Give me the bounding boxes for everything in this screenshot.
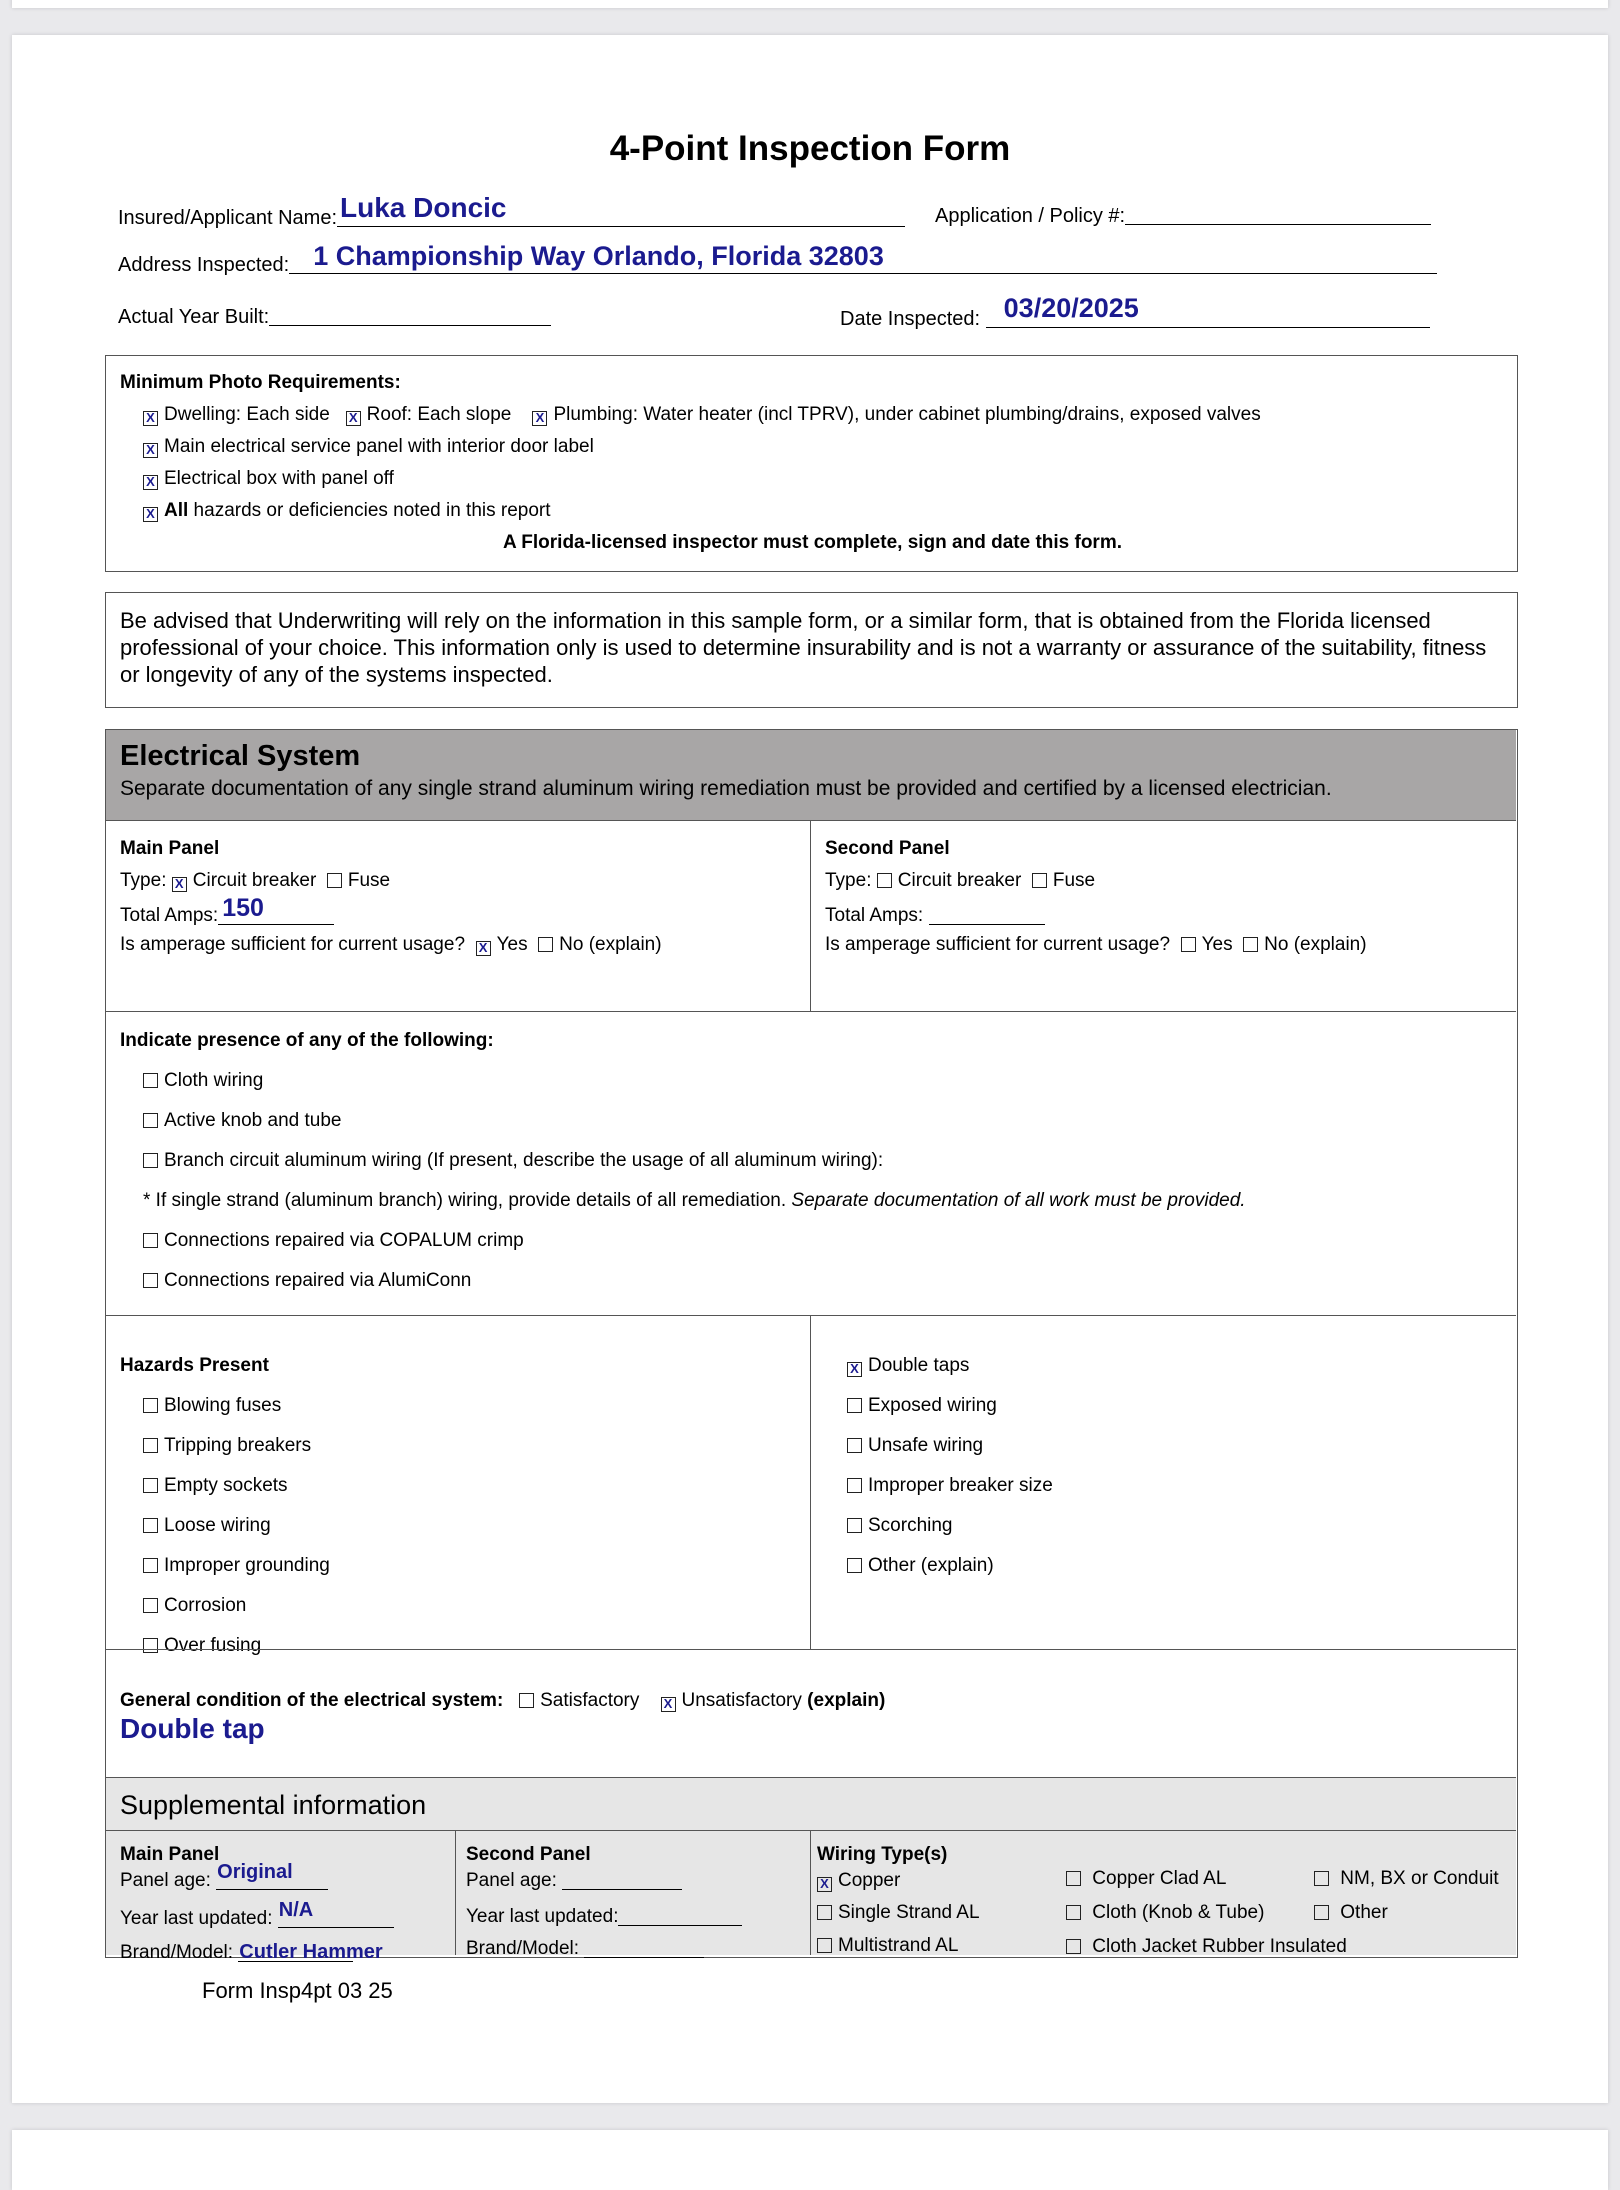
alumiconn-label: Connections repaired via AlumiConn [164,1270,472,1291]
hazard-other-row [847,1555,994,1577]
date-inspected-field[interactable] [840,293,1430,331]
hazard-loose-wiring-row [143,1515,271,1537]
divider-presence [106,1011,1516,1012]
insured-name-label: Insured/Applicant Name: [118,207,338,229]
main-fuse-label: Fuse [347,870,391,891]
hazard-improper-breaker-checkbox[interactable] [847,1478,862,1493]
wiring-other-row [1314,1902,1388,1924]
supp-main-updated-row [120,1899,394,1930]
wiring-multistrand-label: Multistrand AL [838,1935,959,1956]
supp-main-brand-row [120,1941,383,1964]
wiring-nm-bx-row [1314,1868,1499,1890]
general-condition-label: General condition of the electrical system: [120,1690,504,1711]
supp-main-updated-line[interactable] [278,1899,394,1928]
supp-second-updated-label: Year last updated: [466,1906,619,1927]
main-sufficient-yes-checkbox[interactable]: X [476,941,491,956]
hazard-unsafe-wiring-checkbox[interactable] [847,1438,862,1453]
supp-main-brand-value: Cutler Hammer [239,1941,383,1963]
supplemental-col-divider-1 [455,1831,456,1955]
electrical-subheading: Separate documentation of any single strand aluminum wiring remediation must be provided and certified by a licensed electrician. [120,777,1332,800]
advisory-box [105,592,1518,708]
hazard-tripping-breakers-label: Tripping breakers [164,1435,312,1456]
hazard-improper-grounding-row [143,1555,330,1577]
cloth-wiring-row [143,1070,263,1092]
unsatisfactory-checkbox[interactable]: X [661,1697,676,1712]
hazard-blowing-fuses-label: Blowing fuses [164,1395,282,1416]
divider-general [106,1649,1516,1650]
main-amps-label: Total Amps: [120,905,219,926]
hazard-double-taps-label: Double taps [868,1355,970,1376]
photo-requirements-box [105,355,1518,572]
form-id-footer: Form Insp4pt 03 25 [202,1978,393,2003]
hazard-over-fusing-label: Over fusing [164,1635,262,1656]
hazard-blowing-fuses-row [143,1395,281,1417]
supp-main-brand-label: Brand/Model: [120,1942,234,1963]
all-hazards-checkbox[interactable]: X [143,507,158,522]
copalum-checkbox[interactable] [143,1233,158,1248]
wiring-copper-label: Copper [838,1870,901,1891]
dwelling-checkbox[interactable]: X [143,411,158,426]
hazard-empty-sockets-checkbox[interactable] [143,1478,158,1493]
photo-requirements-heading: Minimum Photo Requirements: [120,372,401,393]
dwelling-label: Dwelling: Each side [164,404,330,425]
hazard-improper-breaker-row [847,1475,1053,1497]
hazard-over-fusing-checkbox[interactable] [143,1638,158,1653]
main-fuse-checkbox[interactable] [327,873,342,888]
second-panel-type-label: Type: [825,870,872,891]
satisfactory-checkbox[interactable] [519,1693,534,1708]
second-panel-type-row [825,870,1095,892]
wiring-multistrand-checkbox[interactable] [817,1938,832,1953]
wiring-other-label: Other [1340,1902,1388,1923]
year-built-line[interactable] [269,303,551,326]
supp-second-panel-heading: Second Panel [466,1844,591,1865]
wiring-types-heading: Wiring Type(s) [817,1844,948,1865]
hazard-scorching-checkbox[interactable] [847,1518,862,1533]
date-inspected-value: 03/20/2025 [1003,293,1139,323]
wiring-copper-row [817,1870,900,1892]
electrical-system-section [105,729,1518,1963]
photo-req-row-4 [143,500,551,522]
main-panel-type-row [120,870,390,892]
year-built-label: Actual Year Built: [118,306,270,328]
main-sufficient-row [120,934,662,956]
presence-heading: Indicate presence of any of the following: [120,1030,494,1051]
hazard-scorching-label: Scorching [868,1515,953,1536]
next-page-edge [12,2130,1608,2190]
wiring-copper-clad-checkbox[interactable] [1066,1871,1081,1886]
main-amps-value: 150 [222,894,264,922]
second-fuse-checkbox[interactable] [1032,873,1047,888]
supp-second-age-label: Panel age: [466,1870,557,1891]
wiring-cloth-knob-row [1066,1902,1264,1924]
address-label: Address Inspected: [118,254,290,276]
electrical-box-checkbox[interactable]: X [143,475,158,490]
roof-label: Roof: Each slope [366,404,512,425]
supplemental-divider [106,1830,1516,1831]
all-hazards-label-bold: All [164,500,189,521]
insured-name-value: Luka Doncic [340,192,507,223]
advisory-text: Be advised that Underwriting will rely on the information in this sample form, or a similar form, that is obtained from the Florida licensed professional of your choice. This information only is used to determine insurability and is not a warranty or assurance of the suitability, fitness or longevity of any of the systems inspected. [120,608,1487,687]
insured-name-line[interactable] [337,192,905,227]
hazard-scorching-row [847,1515,953,1537]
form-page [12,35,1608,2103]
form-title: 4-Point Inspection Form [609,129,1011,168]
hazard-unsafe-wiring-row [847,1435,983,1457]
supp-second-brand-label: Brand/Model: [466,1938,580,1959]
hazard-corrosion-row [143,1595,246,1617]
address-line[interactable] [289,241,1437,274]
photo-req-row-1 [143,404,1261,426]
supplemental-col-divider-2 [810,1831,811,1955]
roof-checkbox[interactable]: X [346,411,361,426]
hazard-corrosion-checkbox[interactable] [143,1598,158,1613]
main-sufficient-yes-label: Yes [496,934,528,955]
supp-second-brand-row [466,1938,704,1960]
main-panel-heading: Main Panel [120,838,220,859]
branch-aluminum-label: Branch circuit aluminum wiring (If present, describe the usage of all aluminum wiring): [164,1150,884,1171]
second-panel-heading: Second Panel [825,838,950,859]
address-field[interactable] [118,241,1437,277]
unsatisfactory-explain-label: (explain) [807,1690,886,1711]
policy-number-field[interactable] [935,202,1431,228]
wiring-nm-bx-label: NM, BX or Conduit [1340,1868,1499,1889]
divider-hazards [106,1315,1516,1316]
knob-tube-row [143,1110,341,1132]
hazard-over-fusing-row [143,1635,261,1657]
second-sufficient-yes-label: Yes [1201,934,1233,955]
hazard-loose-wiring-label: Loose wiring [164,1515,271,1536]
main-sufficient-no-checkbox[interactable] [538,937,553,952]
general-condition-row [120,1690,885,1712]
supp-second-updated-line[interactable] [618,1903,742,1926]
wiring-nm-bx-checkbox[interactable] [1314,1871,1329,1886]
hazards-heading: Hazards Present [120,1355,269,1376]
single-strand-note [143,1190,1246,1212]
photo-req-row-3 [143,468,394,490]
supp-main-age-line[interactable] [216,1861,328,1890]
policy-number-label: Application / Policy #: [935,205,1126,227]
hazard-other-checkbox[interactable] [847,1558,862,1573]
panel-divider [810,821,811,1011]
hazard-loose-wiring-checkbox[interactable] [143,1518,158,1533]
supp-main-age-row [120,1861,328,1892]
wiring-cloth-jacket-checkbox[interactable] [1066,1939,1081,1954]
hazard-tripping-breakers-checkbox[interactable] [143,1438,158,1453]
hazard-other-label: Other (explain) [868,1555,994,1576]
hazard-empty-sockets-row [143,1475,288,1497]
single-strand-note-text: * If single strand (aluminum branch) wiring, provide details of all remediation. [143,1190,792,1211]
general-condition-explanation[interactable]: Double tap [120,1713,265,1744]
hazards-divider [810,1316,811,1649]
main-panel-photo-label: Main electrical service panel with interior door label [164,436,594,457]
address-value: 1 Championship Way Orlando, Florida 32803 [313,241,884,271]
main-amps-line[interactable] [218,894,334,925]
main-sufficient-no-label: No (explain) [559,934,662,955]
wiring-cloth-jacket-label: Cloth Jacket Rubber Insulated [1092,1936,1347,1957]
hazard-exposed-wiring-row [847,1395,997,1417]
second-amps-row [825,902,1045,927]
supp-main-updated-value: N/A [278,1899,314,1921]
year-built-field[interactable] [118,303,551,329]
wiring-multistrand-row [817,1935,958,1957]
second-circuit-breaker-checkbox[interactable] [877,873,892,888]
alumiconn-checkbox[interactable] [143,1273,158,1288]
electrical-header [106,730,1516,821]
electrical-heading: Electrical System [120,740,361,772]
insured-name-field[interactable] [118,192,905,230]
satisfactory-label: Satisfactory [540,1690,640,1711]
supplemental-section [106,1778,1516,1963]
cloth-wiring-label: Cloth wiring [164,1070,264,1091]
wiring-cloth-knob-label: Cloth (Knob & Tube) [1092,1902,1265,1923]
licensed-inspector-note: A Florida-licensed inspector must complete, sign and date this form. [502,532,1122,553]
alumiconn-row [143,1270,471,1292]
hazard-improper-grounding-checkbox[interactable] [143,1558,158,1573]
cloth-wiring-checkbox[interactable] [143,1073,158,1088]
knob-tube-checkbox[interactable] [143,1113,158,1128]
second-circuit-breaker-label: Circuit breaker [897,870,1022,891]
branch-aluminum-checkbox[interactable] [143,1153,158,1168]
hazard-double-taps-checkbox[interactable]: X [847,1362,862,1377]
second-fuse-label: Fuse [1052,870,1096,891]
photo-req-row-2 [143,436,594,458]
wiring-cloth-jacket-row [1066,1936,1347,1958]
hazard-blowing-fuses-checkbox[interactable] [143,1398,158,1413]
main-circuit-breaker-checkbox[interactable]: X [172,877,187,892]
main-sufficient-label: Is amperage sufficient for current usage? [120,934,466,955]
date-inspected-label: Date Inspected: [840,308,981,330]
unsatisfactory-label: Unsatisfactory [681,1690,802,1711]
wiring-copper-clad-row [1066,1868,1226,1890]
supp-second-updated-row [466,1903,742,1928]
copalum-row [143,1230,524,1252]
main-panel-photo-checkbox[interactable]: X [143,443,158,458]
second-sufficient-no-checkbox[interactable] [1243,937,1258,952]
date-inspected-line[interactable] [986,293,1430,328]
supp-second-age-row [466,1867,682,1892]
previous-page-edge [12,0,1608,8]
branch-aluminum-row [143,1150,883,1172]
all-hazards-label: hazards or deficiencies noted in this report [188,500,551,521]
hazard-unsafe-wiring-label: Unsafe wiring [868,1435,984,1456]
supp-main-age-value: Original [217,1861,293,1883]
hazard-exposed-wiring-label: Exposed wiring [868,1395,997,1416]
plumbing-checkbox[interactable]: X [532,411,547,426]
hazard-double-taps-row [847,1355,969,1377]
wiring-single-strand-checkbox[interactable] [817,1905,832,1920]
wiring-single-strand-row [817,1902,980,1924]
second-amps-label: Total Amps: [825,905,924,926]
wiring-other-checkbox[interactable] [1314,1905,1329,1920]
supp-second-brand-line[interactable] [584,1957,704,1958]
hazard-exposed-wiring-checkbox[interactable] [847,1398,862,1413]
supp-main-panel-heading: Main Panel [120,1844,220,1865]
hazard-tripping-breakers-row [143,1435,311,1457]
hazard-empty-sockets-label: Empty sockets [164,1475,288,1496]
second-amps-line[interactable] [929,902,1045,925]
wiring-copper-checkbox[interactable]: X [817,1877,832,1892]
wiring-cloth-knob-checkbox[interactable] [1066,1905,1081,1920]
second-sufficient-yes-checkbox[interactable] [1181,937,1196,952]
hazard-improper-grounding-label: Improper grounding [164,1555,330,1576]
plumbing-label: Plumbing: Water heater (incl TPRV), under cabinet plumbing/drains, exposed valves [553,404,1261,425]
supp-main-brand-line[interactable] [238,1941,383,1963]
copalum-label: Connections repaired via COPALUM crimp [164,1230,524,1251]
single-strand-note-italic: Separate documentation of all work must be provided. [791,1190,1246,1211]
wiring-single-strand-label: Single Strand AL [838,1902,980,1923]
electrical-box-label: Electrical box with panel off [164,468,394,489]
second-sufficient-row [825,934,1367,956]
hazard-improper-breaker-label: Improper breaker size [868,1475,1053,1496]
second-sufficient-no-label: No (explain) [1264,934,1367,955]
supp-main-updated-label: Year last updated: [120,1908,273,1929]
main-circuit-breaker-label: Circuit breaker [192,870,317,891]
wiring-copper-clad-label: Copper Clad AL [1092,1868,1227,1889]
supp-main-age-label: Panel age: [120,1870,211,1891]
knob-tube-label: Active knob and tube [164,1110,342,1131]
hazard-corrosion-label: Corrosion [164,1595,247,1616]
policy-number-line[interactable] [1125,202,1431,225]
second-sufficient-label: Is amperage sufficient for current usage? [825,934,1171,955]
main-amps-row [120,894,334,927]
main-panel-type-label: Type: [120,870,167,891]
supplemental-heading: Supplemental information [120,1790,427,1820]
supp-second-age-line[interactable] [562,1867,682,1890]
